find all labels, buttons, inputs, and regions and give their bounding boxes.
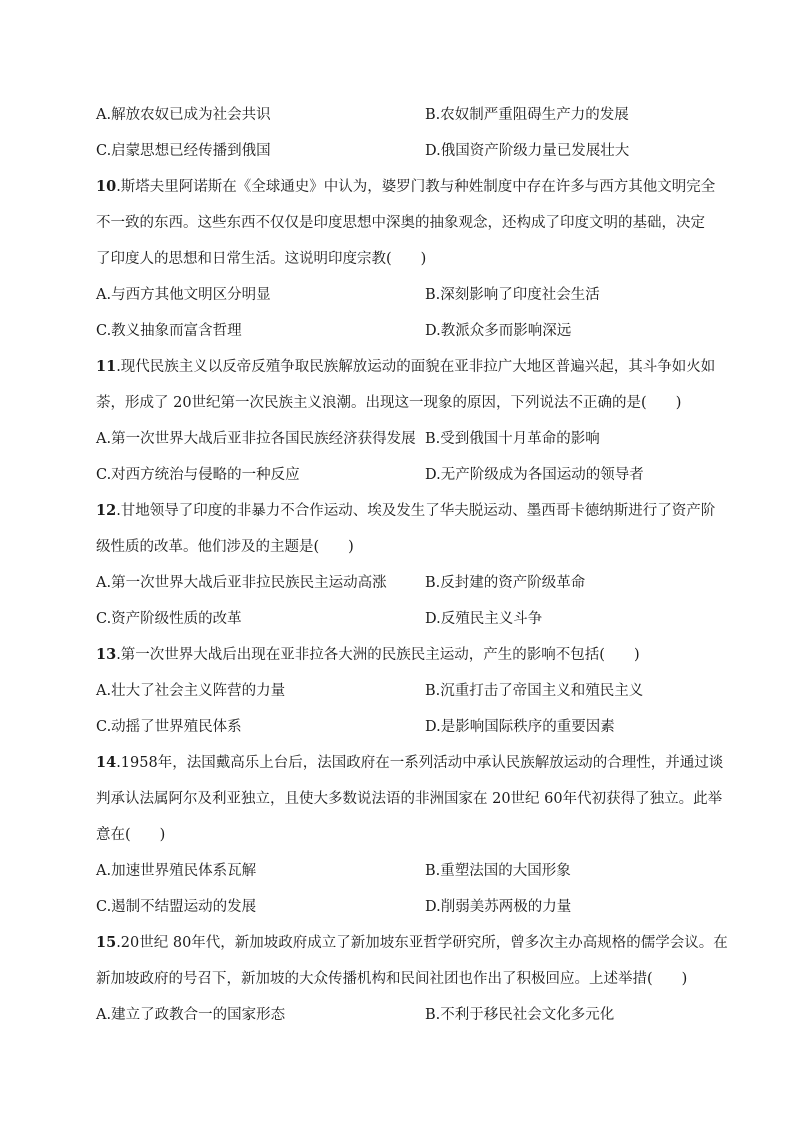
q12-stem-line-1: 12.甘地领导了印度的非暴力不合作运动、埃及发生了华夫脱运动、墨西哥卡德纳斯进行了资产阶 [96, 502, 716, 519]
q11-option-a: A.第一次世界大战后亚非拉各国民族经济获得发展 [96, 431, 416, 447]
q11-stem-line-2: 荼，形成了 20世纪第一次民族主义浪潮。出现这一现象的原因，下列说法不正确的是( ) [96, 395, 682, 411]
q10-option-a: A.与西方其他文明区分明显 [96, 287, 271, 303]
q12-option-d: D.反殖民主义斗争 [425, 611, 543, 627]
q10-option-b: B.深刻影响了印度社会生活 [425, 287, 600, 303]
q12-option-b: B.反封建的资产阶级革命 [425, 575, 586, 591]
q14-number: 14 [96, 754, 117, 771]
q13-number: 13 [96, 646, 117, 663]
q15-option-a: A.建立了政教合一的国家形态 [96, 1007, 286, 1023]
q14-option-b: B.重塑法国的大国形象 [425, 863, 571, 879]
q10-option-c: C.教义抽象而富含哲理 [96, 323, 242, 339]
q13-option-d: D.是影响国际秩序的重要因素 [425, 719, 615, 735]
q11-option-b: B.受到俄国十月革命的影响 [425, 431, 600, 447]
q15-option-b: B.不利于移民社会文化多元化 [425, 1007, 615, 1023]
q12-option-a: A.第一次世界大战后亚非拉民族民主运动高涨 [96, 575, 387, 591]
q9-option-b: B.农奴制严重阻碍生产力的发展 [425, 107, 629, 123]
q10-stem-line-3: 了印度人的思想和日常生活。这说明印度宗教( ) [96, 251, 427, 267]
q11-number: 11 [96, 358, 117, 375]
q15-stem-line-1: 15.20世纪 80年代，新加坡政府成立了新加坡东亚哲学研究所，曾多次主办高规格的儒学会议。在 [96, 934, 728, 951]
q14-option-c: C.遏制不结盟运动的发展 [96, 899, 257, 915]
q13-option-a: A.壮大了社会主义阵营的力量 [96, 683, 286, 699]
q10-number: 10 [96, 178, 117, 195]
q9-option-c: C.启蒙思想已经传播到俄国 [96, 143, 271, 159]
q13-option-b: B.沉重打击了帝国主义和殖民主义 [425, 683, 644, 699]
q13-stem-line-1: 13.第一次世界大战后出现在亚非拉各大洲的民族民主运动，产生的影响不包括( ) [96, 646, 640, 663]
q11-option-c: C.对西方统治与侵略的一种反应 [96, 467, 300, 483]
q11-stem-line-1: 11.现代民族主义以反帝反殖争取民族解放运动的面貌在亚非拉广大地区普遍兴起，其斗争如火如 [96, 358, 716, 375]
q14-stem-line-2: 判承认法属阿尔及利亚独立，且使大多数说法语的非洲国家在 20世纪 60年代初获得了独立。此举 [96, 791, 723, 807]
q12-option-c: C.资产阶级性质的改革 [96, 611, 242, 627]
q11-option-d: D.无产阶级成为各国运动的领导者 [425, 467, 644, 483]
q10-stem-line-2: 不一致的东西。这些东西不仅仅是印度思想中深奥的抽象观念，还构成了印度文明的基础，决定 [96, 215, 705, 231]
q15-stem-line-2: 新加坡政府的号召下，新加坡的大众传播机构和民间社团也作出了积极回应。上述举措( ) [96, 971, 688, 987]
q14-stem-line-1: 14.1958年，法国戴高乐上台后，法国政府在一系列活动中承认民族解放运动的合理性，并通过谈 [96, 754, 724, 771]
q14-option-d: D.削弱美苏两极的力量 [425, 899, 572, 915]
q9-option-d: D.俄国资产阶级力量已发展壮大 [425, 143, 630, 159]
q9-option-a: A.解放农奴已成为社会共识 [96, 107, 271, 123]
q12-number: 12 [96, 502, 117, 519]
q14-stem-line-3: 意在( ) [96, 827, 166, 843]
q12-stem-line-2: 级性质的改革。他们涉及的主题是( ) [96, 539, 354, 555]
q14-option-a: A.加速世界殖民体系瓦解 [96, 863, 257, 879]
q13-option-c: C.动摇了世界殖民体系 [96, 719, 242, 735]
q10-stem-line-1: 10.斯塔夫里阿诺斯在《全球通史》中认为，婆罗门教与种姓制度中存在许多与西方其他文明完全 [96, 178, 716, 195]
q15-number: 15 [96, 934, 117, 951]
q10-option-d: D.教派众多而影响深远 [425, 323, 572, 339]
